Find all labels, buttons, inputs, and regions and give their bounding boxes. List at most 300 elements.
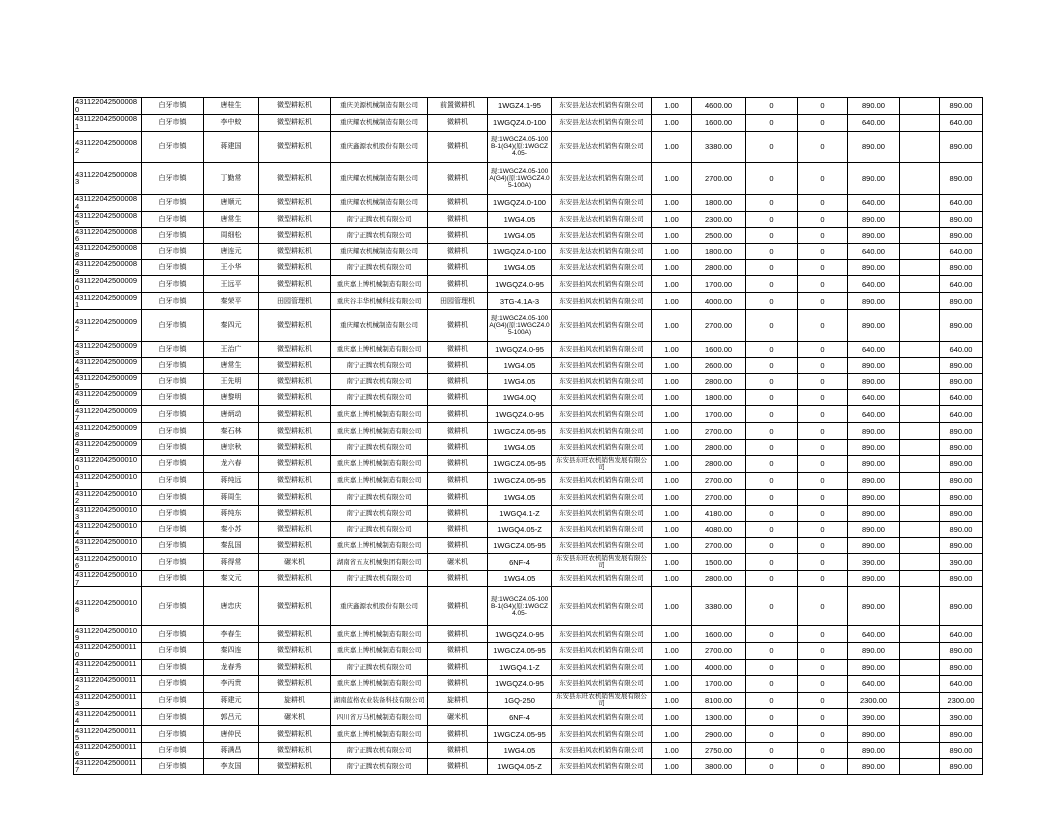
blank-cell [900,98,940,115]
name-cell: 唐仲民 [204,726,259,743]
dealer-cell: 东安县拍风农机销售有限公司 [552,758,652,774]
total-cell: 890.00 [940,293,983,310]
table-row [74,659,983,675]
model-cell: 1WGCZ4.05-95 [488,472,552,489]
item-cell: 微型耕耘机 [259,571,331,587]
total-cell: 890.00 [940,163,983,195]
dealer-cell: 东安县拍风农机销售有限公司 [552,587,652,626]
table-row [74,554,983,571]
maker-cell: 重庆嘉上博机械制造有限公司 [331,276,428,293]
subsidy-cell: 890.00 [848,374,900,390]
dealer-cell: 东安县拍风农机销售有限公司 [552,439,652,455]
farmer-id-cell: 4311220425000102 [74,489,142,505]
total-cell: 890.00 [940,455,983,472]
type-cell: 微耕机 [428,243,488,260]
farmer-id-cell: 4311220425000090 [74,276,142,293]
price-cell: 2900.00 [692,726,746,743]
type-cell: 微耕机 [428,163,488,195]
total-cell: 640.00 [940,406,983,423]
model-cell: 现:1WGCZ4.05-100B-1(G4)(原:1WGCZ4.05- [488,131,552,163]
col11-cell: 0 [746,423,798,440]
model-cell: 1WGZ4.1-95 [488,98,552,115]
item-cell: 碾米机 [259,554,331,571]
town-cell: 白牙市镇 [142,374,204,390]
town-cell: 白牙市镇 [142,98,204,115]
model-cell: 1WG4.05 [488,571,552,587]
total-cell: 640.00 [940,194,983,211]
total-cell: 640.00 [940,626,983,643]
model-cell: 现:1WGCZ4.05-100B-1(G4)(原:1WGCZ4.05- [488,587,552,626]
town-cell: 白牙市镇 [142,659,204,675]
subsidy-cell: 640.00 [848,114,900,131]
item-cell: 微型耕耘机 [259,472,331,489]
town-cell: 白牙市镇 [142,358,204,374]
total-cell: 890.00 [940,726,983,743]
dealer-cell: 东安县拍风农机销售有限公司 [552,642,652,659]
qty-cell: 1.00 [652,537,692,554]
name-cell: 唐常生 [204,211,259,227]
maker-cell: 重庆耀农机械制造有限公司 [331,194,428,211]
price-cell: 2700.00 [692,537,746,554]
subsidy-cell: 640.00 [848,675,900,692]
model-cell: 1WGQZ4.0-95 [488,626,552,643]
town-cell: 白牙市镇 [142,341,204,358]
farmer-id-cell: 4311220425000112 [74,675,142,692]
col12-cell: 0 [798,194,848,211]
total-cell: 890.00 [940,358,983,374]
total-cell: 890.00 [940,489,983,505]
qty-cell: 1.00 [652,675,692,692]
qty-cell: 1.00 [652,390,692,406]
type-cell: 微耕机 [428,505,488,521]
blank-cell [900,211,940,227]
maker-cell: 四川省万马机械制造有限公司 [331,709,428,726]
col12-cell: 0 [798,341,848,358]
town-cell: 白牙市镇 [142,423,204,440]
price-cell: 1700.00 [692,276,746,293]
subsidy-table [73,97,983,775]
subsidy-cell: 640.00 [848,406,900,423]
qty-cell: 1.00 [652,98,692,115]
item-cell: 微型耕耘机 [259,726,331,743]
table-row [74,472,983,489]
col12-cell: 0 [798,406,848,423]
qty-cell: 1.00 [652,341,692,358]
price-cell: 2300.00 [692,211,746,227]
farmer-id-cell: 4311220425000114 [74,709,142,726]
subsidy-cell: 890.00 [848,423,900,440]
total-cell: 890.00 [940,521,983,537]
model-cell: 1WGQ4.05-Z [488,758,552,774]
maker-cell: 重庆嘉上博机械制造有限公司 [331,406,428,423]
item-cell: 微型耕耘机 [259,260,331,276]
col11-cell: 0 [746,131,798,163]
blank-cell [900,675,940,692]
farmer-id-cell: 4311220425000100 [74,455,142,472]
model-cell: 1WG4.05 [488,211,552,227]
name-cell: 秦文元 [204,571,259,587]
blank-cell [900,554,940,571]
model-cell: 1WG4.05 [488,374,552,390]
col12-cell: 0 [798,163,848,195]
name-cell: 秦荣平 [204,293,259,310]
blank-cell [900,692,940,709]
blank-cell [900,374,940,390]
qty-cell: 1.00 [652,243,692,260]
town-cell: 白牙市镇 [142,293,204,310]
name-cell: 龙春秀 [204,659,259,675]
farmer-id-cell: 4311220425000105 [74,537,142,554]
dealer-cell: 东安县拍风农机销售有限公司 [552,537,652,554]
subsidy-cell: 890.00 [848,758,900,774]
item-cell: 微型耕耘机 [259,406,331,423]
type-cell: 微耕机 [428,374,488,390]
col12-cell: 0 [798,227,848,243]
qty-cell: 1.00 [652,163,692,195]
table-row [74,675,983,692]
col11-cell: 0 [746,472,798,489]
price-cell: 3380.00 [692,587,746,626]
subsidy-cell: 640.00 [848,341,900,358]
table-row [74,505,983,521]
col11-cell: 0 [746,260,798,276]
table-row [74,131,983,163]
model-cell: 1WGCZ4.05-95 [488,642,552,659]
item-cell: 微型耕耘机 [259,423,331,440]
total-cell: 890.00 [940,439,983,455]
name-cell: 唐常生 [204,358,259,374]
name-cell: 王小华 [204,260,259,276]
total-cell: 890.00 [940,587,983,626]
model-cell: 1WGCZ4.05-95 [488,455,552,472]
col11-cell: 0 [746,626,798,643]
town-cell: 白牙市镇 [142,571,204,587]
price-cell: 2600.00 [692,358,746,374]
town-cell: 白牙市镇 [142,276,204,293]
farmer-id-cell: 4311220425000093 [74,341,142,358]
table-row [74,243,983,260]
model-cell: 1WGQ4.1-Z [488,659,552,675]
town-cell: 白牙市镇 [142,709,204,726]
dealer-cell: 东安县龙达农机销售有限公司 [552,260,652,276]
subsidy-cell: 640.00 [848,276,900,293]
col11-cell: 0 [746,276,798,293]
farmer-id-cell: 4311220425000097 [74,406,142,423]
subsidy-cell: 890.00 [848,309,900,341]
town-cell: 白牙市镇 [142,489,204,505]
col12-cell: 0 [798,358,848,374]
price-cell: 2700.00 [692,309,746,341]
item-cell: 微型耕耘机 [259,489,331,505]
model-cell: 1WGQZ4.0-100 [488,243,552,260]
type-cell: 微耕机 [428,587,488,626]
name-cell: 秦石林 [204,423,259,440]
model-cell: 1WGCZ4.05-95 [488,537,552,554]
model-cell: 1WG4.05 [488,358,552,374]
town-cell: 白牙市镇 [142,114,204,131]
price-cell: 2700.00 [692,163,746,195]
maker-cell: 重庆嘉上博机械制造有限公司 [331,341,428,358]
col12-cell: 0 [798,726,848,743]
farmer-id-cell: 4311220425000109 [74,626,142,643]
qty-cell: 1.00 [652,358,692,374]
table-row [74,309,983,341]
blank-cell [900,276,940,293]
farmer-id-cell: 4311220425000080 [74,98,142,115]
blank-cell [900,489,940,505]
qty-cell: 1.00 [652,642,692,659]
name-cell: 郭吕元 [204,709,259,726]
item-cell: 微型耕耘机 [259,131,331,163]
blank-cell [900,358,940,374]
blank-cell [900,726,940,743]
blank-cell [900,260,940,276]
maker-cell: 南宁正腾农机有限公司 [331,227,428,243]
dealer-cell: 东安县拍风农机销售有限公司 [552,709,652,726]
town-cell: 白牙市镇 [142,521,204,537]
maker-cell: 重庆嘉上博机械制造有限公司 [331,726,428,743]
total-cell: 890.00 [940,537,983,554]
col12-cell: 0 [798,243,848,260]
type-cell: 微耕机 [428,131,488,163]
total-cell: 640.00 [940,675,983,692]
blank-cell [900,626,940,643]
type-cell: 微耕机 [428,455,488,472]
type-cell: 微耕机 [428,227,488,243]
maker-cell: 南宁正腾农机有限公司 [331,260,428,276]
qty-cell: 1.00 [652,114,692,131]
blank-cell [900,521,940,537]
model-cell: 1WGQ4.1-Z [488,505,552,521]
col12-cell: 0 [798,521,848,537]
dealer-cell: 东安县龙达农机销售有限公司 [552,227,652,243]
dealer-cell: 东安县龙达农机销售有限公司 [552,114,652,131]
name-cell: 唐宗秋 [204,439,259,455]
table-row [74,194,983,211]
col11-cell: 0 [746,521,798,537]
dealer-cell: 东安县龙达农机销售有限公司 [552,131,652,163]
total-cell: 890.00 [940,131,983,163]
price-cell: 4180.00 [692,505,746,521]
table-row [74,571,983,587]
model-cell: 1WG4.05 [488,742,552,758]
farmer-id-cell: 4311220425000092 [74,309,142,341]
qty-cell: 1.00 [652,309,692,341]
town-cell: 白牙市镇 [142,243,204,260]
type-cell: 旋耕机 [428,692,488,709]
maker-cell: 重庆耀农机械制造有限公司 [331,243,428,260]
qty-cell: 1.00 [652,521,692,537]
type-cell: 微耕机 [428,537,488,554]
model-cell: 现:1WGCZ4.05-100A(G4)(原:1WGCZ4.05-100A) [488,163,552,195]
qty-cell: 1.00 [652,293,692,310]
table-row [74,260,983,276]
price-cell: 3380.00 [692,131,746,163]
model-cell: 1WGQZ4.0-100 [488,194,552,211]
qty-cell: 1.00 [652,709,692,726]
name-cell: 王治广 [204,341,259,358]
blank-cell [900,587,940,626]
col12-cell: 0 [798,571,848,587]
name-cell: 蒋周生 [204,489,259,505]
dealer-cell: 东安县拍风农机销售有限公司 [552,742,652,758]
dealer-cell: 东安县龙达农机销售有限公司 [552,211,652,227]
maker-cell: 湖南蓝格农业装备科技有限公司 [331,692,428,709]
item-cell: 微型耕耘机 [259,521,331,537]
maker-cell: 南宁正腾农机有限公司 [331,571,428,587]
subsidy-cell: 890.00 [848,489,900,505]
col12-cell: 0 [798,692,848,709]
name-cell: 李丙贵 [204,675,259,692]
dealer-cell: 东安县拍风农机销售有限公司 [552,390,652,406]
model-cell: 1WG4.0Q [488,390,552,406]
name-cell: 秦四元 [204,309,259,341]
item-cell: 微型耕耘机 [259,675,331,692]
name-cell: 李春生 [204,626,259,643]
total-cell: 2300.00 [940,692,983,709]
col12-cell: 0 [798,309,848,341]
subsidy-cell: 640.00 [848,390,900,406]
model-cell: 1WGQZ4.0-95 [488,276,552,293]
farmer-id-cell: 4311220425000103 [74,505,142,521]
price-cell: 2800.00 [692,455,746,472]
type-cell: 微耕机 [428,390,488,406]
col12-cell: 0 [798,131,848,163]
dealer-cell: 东安县拍风农机销售有限公司 [552,726,652,743]
total-cell: 640.00 [940,276,983,293]
maker-cell: 重庆嘉上博机械制造有限公司 [331,626,428,643]
type-cell: 碾米机 [428,554,488,571]
farmer-id-cell: 4311220425000082 [74,131,142,163]
total-cell: 640.00 [940,114,983,131]
col11-cell: 0 [746,742,798,758]
model-cell: 现:1WGCZ4.05-100A(G4)(原:1WGCZ4.05-100A) [488,309,552,341]
table-row [74,98,983,115]
subsidy-cell: 890.00 [848,472,900,489]
total-cell: 890.00 [940,227,983,243]
price-cell: 1800.00 [692,243,746,260]
maker-cell: 重庆美源机械制造有限公司 [331,98,428,115]
farmer-id-cell: 4311220425000110 [74,642,142,659]
col12-cell: 0 [798,742,848,758]
name-cell: 蒋得常 [204,554,259,571]
table-row [74,758,983,774]
qty-cell: 1.00 [652,554,692,571]
maker-cell: 重庆谷丰华机械科技有限公司 [331,293,428,310]
model-cell: 1WG4.05 [488,439,552,455]
model-cell: 1WG4.05 [488,260,552,276]
total-cell: 390.00 [940,709,983,726]
total-cell: 890.00 [940,659,983,675]
dealer-cell: 东安县拍风农机销售有限公司 [552,626,652,643]
col11-cell: 0 [746,341,798,358]
subsidy-cell: 890.00 [848,455,900,472]
col12-cell: 0 [798,423,848,440]
price-cell: 1800.00 [692,390,746,406]
col11-cell: 0 [746,293,798,310]
subsidy-cell: 890.00 [848,571,900,587]
type-cell: 微耕机 [428,276,488,293]
item-cell: 微型耕耘机 [259,276,331,293]
dealer-cell: 东安县拍风农机销售有限公司 [552,472,652,489]
table-row [74,227,983,243]
total-cell: 890.00 [940,642,983,659]
col11-cell: 0 [746,98,798,115]
dealer-cell: 东安县东旺农机销售发展有限公司 [552,554,652,571]
price-cell: 1800.00 [692,194,746,211]
blank-cell [900,642,940,659]
dealer-cell: 东安县拍风农机销售有限公司 [552,675,652,692]
col11-cell: 0 [746,758,798,774]
type-cell: 微耕机 [428,358,488,374]
item-cell: 微型耕耘机 [259,505,331,521]
name-cell: 秦乱国 [204,537,259,554]
col11-cell: 0 [746,211,798,227]
model-cell: 1WG4.05 [488,227,552,243]
total-cell: 890.00 [940,571,983,587]
col11-cell: 0 [746,163,798,195]
town-cell: 白牙市镇 [142,309,204,341]
price-cell: 1600.00 [692,626,746,643]
blank-cell [900,406,940,423]
col12-cell: 0 [798,114,848,131]
name-cell: 丁勤常 [204,163,259,195]
table-row [74,455,983,472]
col11-cell: 0 [746,642,798,659]
qty-cell: 1.00 [652,194,692,211]
type-cell: 微耕机 [428,521,488,537]
name-cell: 龙六春 [204,455,259,472]
farmer-id-cell: 4311220425000117 [74,758,142,774]
total-cell: 890.00 [940,309,983,341]
price-cell: 8100.00 [692,692,746,709]
qty-cell: 1.00 [652,726,692,743]
table-row [74,406,983,423]
price-cell: 2700.00 [692,423,746,440]
total-cell: 390.00 [940,554,983,571]
type-cell: 微耕机 [428,489,488,505]
dealer-cell: 东安县拍风农机销售有限公司 [552,293,652,310]
item-cell: 田园管理机 [259,293,331,310]
farmer-id-cell: 4311220425000094 [74,358,142,374]
model-cell: 6NF-4 [488,554,552,571]
price-cell: 1700.00 [692,406,746,423]
name-cell: 蒋建国 [204,131,259,163]
item-cell: 微型耕耘机 [259,439,331,455]
qty-cell: 1.00 [652,211,692,227]
town-cell: 白牙市镇 [142,131,204,163]
blank-cell [900,131,940,163]
item-cell: 微型耕耘机 [259,626,331,643]
subsidy-cell: 890.00 [848,505,900,521]
town-cell: 白牙市镇 [142,505,204,521]
model-cell: 1WGCZ4.05-95 [488,726,552,743]
type-cell: 微耕机 [428,194,488,211]
blank-cell [900,758,940,774]
type-cell: 碾米机 [428,709,488,726]
type-cell: 前置微耕机 [428,98,488,115]
table-row [74,163,983,195]
price-cell: 2800.00 [692,260,746,276]
type-cell: 微耕机 [428,341,488,358]
maker-cell: 重庆耀农机械制造有限公司 [331,114,428,131]
table-body [74,98,983,775]
blank-cell [900,742,940,758]
maker-cell: 湖南省五友机械集团有限公司 [331,554,428,571]
table-row [74,692,983,709]
col12-cell: 0 [798,211,848,227]
price-cell: 4000.00 [692,293,746,310]
